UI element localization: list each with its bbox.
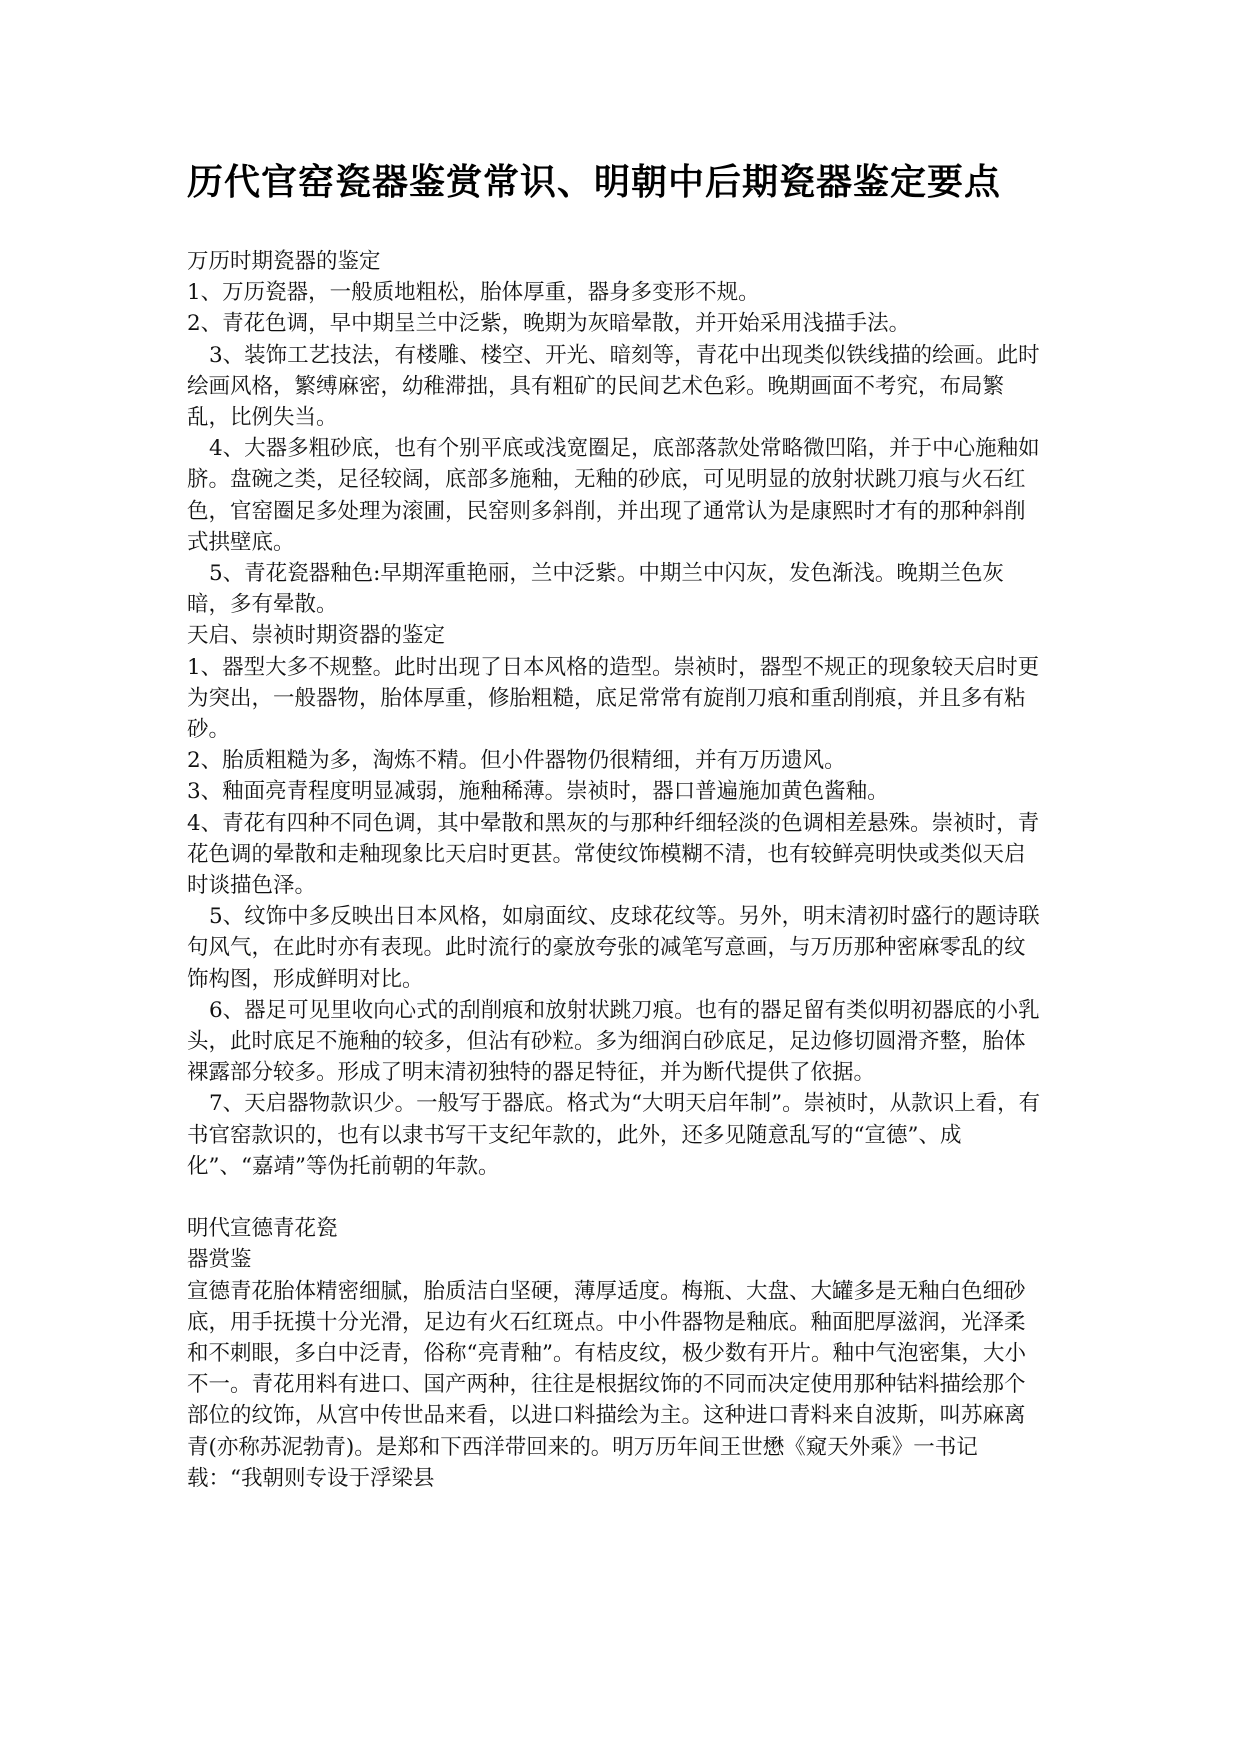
section-heading-xuande: 明代宣德青花瓷 [187,1216,338,1242]
paragraph: 5、纹饰中多反映出日本风格，如扇面纹、皮球花纹等。另外，明末清初时盛行的题诗联句风气，在此时亦有表现。此时流行的豪放夸张的减笔写意画，与万历那种密麻零乱的纹饰构图，形成鲜明对比。 [187,904,1040,992]
section-heading-tianqi: 天启、崇祯时期资器的鉴定 [187,623,446,649]
document-title: 历代官窑瓷器鉴赏常识、明朝中后期瓷器鉴定要点 [187,161,1002,203]
paragraph: 3、装饰工艺技法，有楼雕、楼空、开光、暗刻等，青花中出现类似铁线描的绘画。此时绘画风格，繁缚麻密，幼稚滞拙，具有粗矿的民间艺术色彩。晚期画面不考究，布局繁乱，比例失当。 [187,342,1040,431]
paragraph: 3、釉面亮青程度明显减弱，施釉稀薄。崇祯时，器口普遍施加黄色酱釉。 [187,779,889,805]
paragraph: 1、万历瓷器，一般质地粗松，胎体厚重，器身多变形不规。 [187,280,760,306]
paragraph: 4、大器多粗砂底，也有个别平底或浅宽圈足，底部落款处常略微凹陷，并于中心施釉如脐。盘碗之类，足径较阔，底部多施釉，无釉的砂底，可见明显的放射状跳刀痕与火石红色，官窑圈足多处理为滚圃，民窑则多斜削，并出现了通常认为是康熙时才有的那种斜削式拱壁底。 [187,436,1040,555]
document-body [187,246,1045,1494]
paragraph: 7、天启器物款识少。一般写于器底。格式为“大明天启年制”。崇祯时，从款识上看，有书官窑款识的，也有以隶书写干支纪年款的，此外，还多见随意乱写的“宣德”、成化”、“嘉靖”等伪托前朝的年款。 [187,1091,1041,1179]
paragraph: 2、青花色调，早中期呈兰中泛紫，晚期为灰暗晕散，并开始采用浅描手法。 [187,311,911,337]
section-heading-wanli: 万历时期瓷器的鉴定 [187,249,381,274]
paragraph: 4、青花有四种不同色调，其中晕散和黑灰的与那种纤细轻淡的色调相差悬殊。崇祯时，青花色调的晕散和走釉现象比天启时更甚。常使纹饰模糊不清，也有较鲜亮明快或类似天启时谈描色泽。 [187,810,1040,899]
section-heading-xuande-cont: 器赏鉴 [187,1247,252,1273]
paragraph: 2、胎质粗糙为多，淘炼不精。但小件器物仍很精细，并有万历遗风。 [187,748,846,774]
paragraph: 宣德青花胎体精密细腻，胎质洁白坚硬，薄厚适度。梅瓶、大盘、大罐多是无釉白色细砂底，用手抚摸十分光滑，足边有火石红斑点。中小件器物是釉底。釉面肥厚滋润，光泽柔和不刺眼，多白中泛青，俗称“亮青釉”。有桔皮纹，极少数有开片。釉中气泡密集，大小不一。青花用料有进口、国产两种，往往是根据纹饰的不同而决定使用那种钴料描绘那个部位的纹饰，从宫中传世品来看，以进口料描绘为主。这种进口青料来自波斯，叫苏麻离青(亦称苏泥勃青)。是郑和下西洋带回来的。明万历年间王世懋《窥天外乘》一书记载：“我朝则专设于浮梁县 [187,1278,1026,1491]
paragraph: 5、青花瓷器釉色:早期浑重艳丽，兰中泛紫。中期兰中闪灰，发色渐浅。晚期兰色灰暗，多有晕散。 [187,561,1004,618]
paragraph: 1、器型大多不规整。此时出现了日本风格的造型。崇祯时，器型不规正的现象较天启时更为突出，一般器物，胎体厚重，修胎粗糙，底足常常有旋削刀痕和重刮削痕，并且多有粘砂。 [187,654,1040,743]
paragraph: 6、器足可见里收向心式的刮削痕和放射状跳刀痕。也有的器足留有类似明初器底的小乳头，此时底足不施釉的较多，但沾有砂粒。多为细润白砂底足，足边修切圆滑齐整，胎体裸露部分较多。形成了明末清初独特的器足特征，并为断代提供了依据。 [187,997,1040,1086]
